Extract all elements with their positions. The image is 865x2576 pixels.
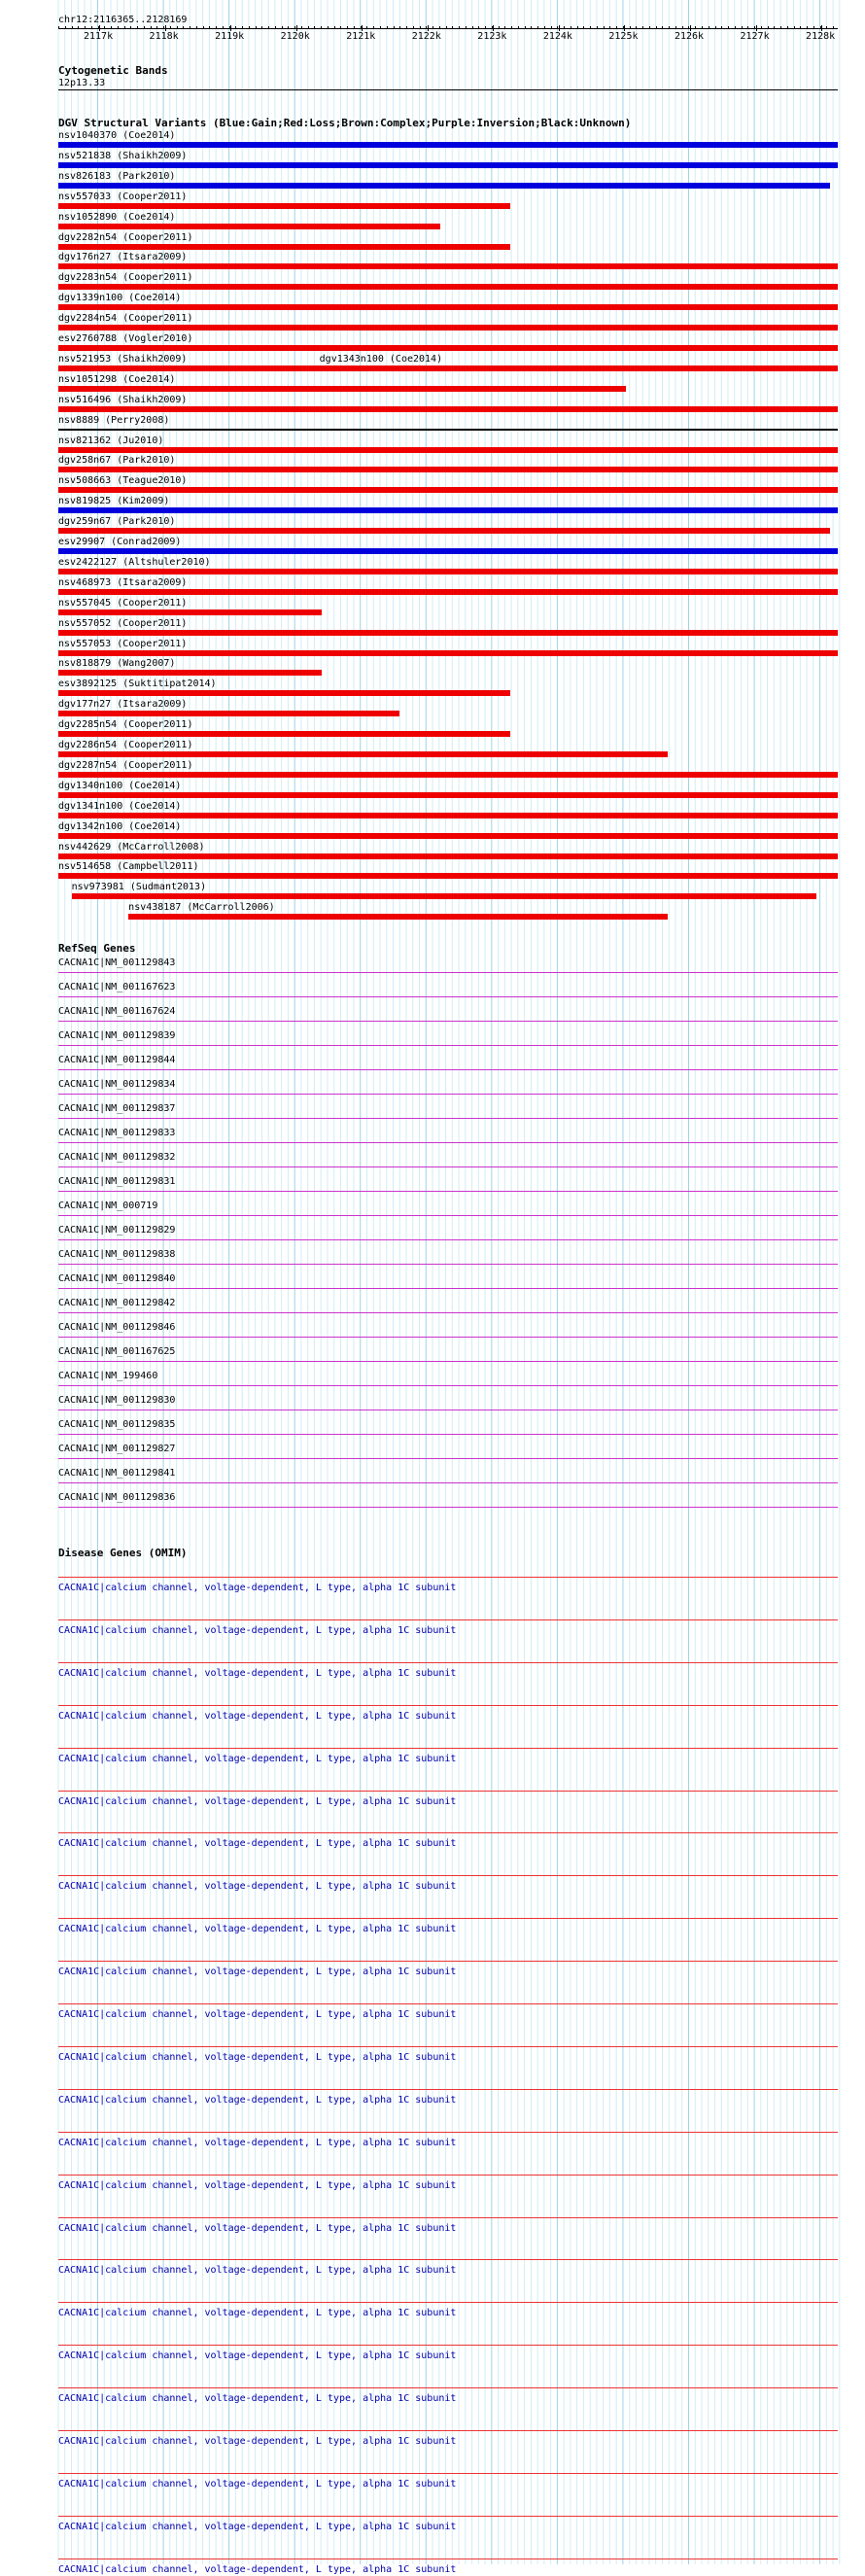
dgv-variant-label[interactable]: nsv514658 (Campbell2011): [58, 861, 199, 873]
dgv-variant-label[interactable]: nsv8889 (Perry2008): [58, 414, 170, 426]
dgv-variant-label[interactable]: dgv1343n100 (Coe2014): [319, 353, 443, 365]
omim-gene-link[interactable]: CACNA1C|calcium channel, voltage-dependent, L type, alpha 1C subunit: [58, 1967, 457, 1978]
refseq-gene-label[interactable]: CACNA1C|NM_001167623: [58, 982, 176, 992]
ruler-minor-tick: [387, 26, 388, 29]
dgv-variant-bar[interactable]: [58, 284, 838, 290]
refseq-gene-label[interactable]: CACNA1C|NM_000719: [58, 1201, 158, 1211]
ruler-minor-tick: [85, 26, 86, 29]
refseq-gene-line[interactable]: [58, 972, 838, 973]
ruler-minor-tick: [268, 26, 269, 29]
dgv-variant-label[interactable]: nsv1051298 (Coe2014): [58, 373, 176, 385]
ruler-minor-tick: [183, 26, 184, 29]
refseq-gene-line[interactable]: [58, 1482, 838, 1483]
omim-gene-link[interactable]: CACNA1C|calcium channel, voltage-dependent, L type, alpha 1C subunit: [58, 2222, 457, 2234]
ruler-minor-tick: [813, 26, 814, 29]
refseq-gene-label[interactable]: CACNA1C|NM_001129843: [58, 957, 176, 968]
ruler-tick-label: 2128k: [806, 31, 836, 42]
dgv-variant-label[interactable]: dgv2282n54 (Cooper2011): [58, 231, 193, 243]
ruler-minor-tick: [216, 26, 217, 29]
ruler-minor-tick: [328, 26, 329, 29]
ruler-minor-tick: [787, 26, 788, 29]
dgv-variant-label[interactable]: esv29907 (Conrad2009): [58, 537, 182, 547]
dgv-variant-label[interactable]: nsv521953 (Shaikh2009): [58, 353, 188, 365]
dgv-variant-bar[interactable]: [58, 711, 399, 716]
ruler-minor-tick: [616, 26, 617, 29]
refseq-gene-label[interactable]: CACNA1C|NM_001129841: [58, 1468, 176, 1479]
omim-gene-line[interactable]: [58, 2259, 838, 2260]
ruler-minor-tick: [499, 26, 500, 29]
dgv-variant-bar[interactable]: [58, 873, 838, 879]
dgv-variant-label[interactable]: nsv442629 (McCarroll2008): [58, 841, 205, 853]
omim-gene-line[interactable]: [58, 1875, 838, 1876]
omim-gene-link[interactable]: CACNA1C|calcium channel, voltage-dependent, L type, alpha 1C subunit: [58, 2179, 457, 2191]
ruler-minor-tick: [249, 26, 250, 29]
dgv-variant-bar[interactable]: [58, 853, 838, 859]
omim-gene-link[interactable]: CACNA1C|calcium channel, voltage-dependent, L type, alpha 1C subunit: [58, 1667, 457, 1679]
dgv-variant-bar[interactable]: [58, 548, 838, 554]
refseq-gene-line[interactable]: [58, 1215, 838, 1216]
refseq-gene-label[interactable]: CACNA1C|NM_001129832: [58, 1152, 176, 1163]
omim-gene-line[interactable]: [58, 1832, 838, 1833]
ruler-tick-label: 2118k: [149, 31, 179, 42]
ruler-minor-tick: [636, 26, 637, 29]
ruler-minor-tick: [735, 26, 736, 29]
ruler-minor-tick: [406, 26, 407, 29]
ruler-minor-tick: [807, 26, 808, 29]
refseq-gene-line[interactable]: [58, 1264, 838, 1265]
ruler-minor-tick: [288, 26, 289, 29]
ruler-minor-tick: [774, 26, 775, 29]
ruler-minor-tick: [466, 26, 467, 29]
dgv-variant-bar[interactable]: [58, 507, 838, 513]
ruler-minor-tick: [177, 26, 178, 29]
dgv-variant-label[interactable]: dgv1342n100 (Coe2014): [58, 820, 182, 832]
omim-gene-link[interactable]: CACNA1C|calcium channel, voltage-dependent, L type, alpha 1C subunit: [58, 1838, 457, 1850]
ruler-minor-tick: [669, 26, 670, 29]
ruler-minor-tick: [380, 26, 381, 29]
dgv-variant-bar[interactable]: [58, 345, 838, 351]
ruler-minor-tick: [531, 26, 532, 29]
ruler-minor-tick: [478, 26, 479, 29]
omim-gene-link[interactable]: CACNA1C|calcium channel, voltage-dependent, L type, alpha 1C subunit: [58, 1795, 457, 1807]
refseq-gene-line[interactable]: [58, 1021, 838, 1022]
dgv-variant-label[interactable]: nsv468973 (Itsara2009): [58, 576, 188, 588]
refseq-gene-label[interactable]: CACNA1C|NM_001129837: [58, 1103, 176, 1114]
dgv-variant-label[interactable]: dgv2283n54 (Cooper2011): [58, 272, 193, 284]
omim-gene-link[interactable]: CACNA1C|calcium channel, voltage-dependent, L type, alpha 1C subunit: [58, 2478, 457, 2489]
dgv-variant-label[interactable]: nsv557033 (Cooper2011): [58, 191, 188, 202]
ruler-minor-tick: [314, 26, 315, 29]
omim-gene-link[interactable]: CACNA1C|calcium channel, voltage-dependent, L type, alpha 1C subunit: [58, 2308, 457, 2319]
omim-gene-link[interactable]: CACNA1C|calcium channel, voltage-dependent, L type, alpha 1C subunit: [58, 2436, 457, 2447]
refseq-gene-line[interactable]: [58, 1094, 838, 1095]
ruler-minor-tick: [826, 26, 827, 29]
ruler-minor-tick: [58, 26, 59, 29]
omim-gene-line[interactable]: [58, 2302, 838, 2303]
ruler-minor-tick: [413, 26, 414, 29]
ruler-minor-tick: [564, 26, 565, 29]
dgv-variant-bar[interactable]: [58, 813, 838, 818]
dgv-track-title: DGV Structural Variants (Blue:Gain;Red:Loss;Brown:Complex;Purple:Inversion;Black:Unknown): [58, 117, 632, 129]
dgv-variant-bar[interactable]: [128, 914, 668, 920]
refseq-gene-label[interactable]: CACNA1C|NM_001129839: [58, 1030, 176, 1041]
ruler-minor-tick: [485, 26, 486, 29]
refseq-gene-line[interactable]: [58, 996, 838, 997]
omim-gene-link[interactable]: CACNA1C|calcium channel, voltage-dependent, L type, alpha 1C subunit: [58, 1710, 457, 1722]
ruler-minor-tick: [525, 26, 526, 29]
ruler-minor-tick: [504, 26, 505, 29]
omim-gene-line[interactable]: [58, 2089, 838, 2090]
ruler-minor-tick: [794, 26, 795, 29]
ruler-minor-tick: [235, 26, 236, 29]
omim-gene-line[interactable]: [58, 1748, 838, 1749]
dgv-variant-bar[interactable]: [58, 224, 440, 229]
omim-gene-line[interactable]: [58, 2516, 838, 2517]
ruler-minor-tick: [65, 26, 66, 29]
ruler-minor-tick: [420, 26, 421, 29]
refseq-gene-line[interactable]: [58, 1361, 838, 1362]
refseq-gene-label[interactable]: CACNA1C|NM_001167625: [58, 1346, 176, 1357]
ruler-minor-tick: [366, 26, 367, 29]
ruler-minor-tick: [452, 26, 453, 29]
refseq-gene-label[interactable]: CACNA1C|NM_001129827: [58, 1444, 176, 1454]
dgv-variant-bar[interactable]: [58, 528, 830, 534]
ruler-minor-tick: [649, 26, 650, 29]
ruler-tick-label: 2122k: [411, 31, 441, 42]
ruler-minor-tick: [472, 26, 473, 29]
ruler-minor-tick: [144, 26, 145, 29]
dgv-variant-label[interactable]: nsv438187 (McCarroll2006): [128, 902, 275, 914]
dgv-variant-label[interactable]: esv2760788 (Vogler2010): [58, 333, 193, 344]
omim-gene-line[interactable]: [58, 2345, 838, 2346]
ruler-tick-label: 2127k: [740, 31, 770, 42]
dgv-variant-bar[interactable]: [58, 630, 838, 636]
refseq-gene-line[interactable]: [58, 1458, 838, 1459]
ruler-minor-tick: [597, 26, 598, 29]
dgv-variant-label[interactable]: nsv1052890 (Coe2014): [58, 211, 176, 223]
dgv-variant-label[interactable]: dgv258n67 (Park2010): [58, 455, 176, 467]
ruler-minor-tick: [446, 26, 447, 29]
dgv-variant-bar[interactable]: [58, 690, 510, 696]
omim-gene-link[interactable]: CACNA1C|calcium channel, voltage-dependent, L type, alpha 1C subunit: [58, 2265, 457, 2277]
refseq-gene-line[interactable]: [58, 1069, 838, 1070]
dgv-variant-label[interactable]: nsv557053 (Cooper2011): [58, 638, 188, 649]
dgv-variant-bar[interactable]: [58, 263, 838, 269]
ruler-minor-tick: [768, 26, 769, 29]
dgv-variant-bar[interactable]: [58, 609, 322, 615]
ruler-minor-tick: [800, 26, 801, 29]
ruler-minor-tick: [551, 26, 552, 29]
ruler-minor-tick: [728, 26, 729, 29]
ruler-minor-tick: [609, 26, 610, 29]
ruler-minor-tick: [170, 26, 171, 29]
dgv-variant-bar[interactable]: [58, 589, 838, 595]
dgv-variant-label[interactable]: nsv973981 (Sudmant2013): [71, 882, 207, 893]
ruler-tick-label: 2117k: [84, 31, 114, 42]
ruler-minor-tick: [347, 26, 348, 29]
ruler-minor-tick: [747, 26, 748, 29]
cytoband-separator: [58, 89, 838, 90]
dgv-variant-bar[interactable]: [58, 447, 838, 453]
dgv-variant-bar[interactable]: [58, 487, 838, 493]
refseq-gene-label[interactable]: CACNA1C|NM_001129835: [58, 1419, 176, 1430]
ruler-minor-tick: [662, 26, 663, 29]
ruler-minor-tick: [196, 26, 197, 29]
omim-gene-line[interactable]: [58, 1961, 838, 1962]
dgv-variant-label[interactable]: dgv2287n54 (Cooper2011): [58, 759, 193, 771]
dgv-variant-label[interactable]: dgv1341n100 (Coe2014): [58, 800, 182, 812]
ruler-minor-tick: [583, 26, 584, 29]
omim-gene-link[interactable]: CACNA1C|calcium channel, voltage-dependent, L type, alpha 1C subunit: [58, 1583, 457, 1593]
dgv-variant-bar[interactable]: [58, 772, 838, 778]
refseq-gene-label[interactable]: CACNA1C|NM_001129838: [58, 1249, 176, 1260]
dgv-variant-label[interactable]: nsv516496 (Shaikh2009): [58, 394, 188, 405]
ruler-minor-tick: [72, 26, 73, 29]
dgv-variant-label[interactable]: nsv1040370 (Coe2014): [58, 130, 176, 141]
ruler-minor-tick: [780, 26, 781, 29]
omim-gene-link[interactable]: CACNA1C|calcium channel, voltage-dependent, L type, alpha 1C subunit: [58, 2051, 457, 2063]
ruler-minor-tick: [282, 26, 283, 29]
ruler-minor-tick: [715, 26, 716, 29]
dgv-variant-label[interactable]: esv3892125 (Suktitipat2014): [58, 679, 217, 690]
ruler-minor-tick: [209, 26, 210, 29]
ruler-minor-tick: [256, 26, 257, 29]
dgv-variant-bar[interactable]: [58, 731, 510, 737]
dgv-variant-label[interactable]: nsv826183 (Park2010): [58, 170, 176, 182]
ruler-minor-tick: [833, 26, 834, 29]
ruler-tick-label: 2121k: [346, 31, 376, 42]
refseq-gene-line[interactable]: [58, 1434, 838, 1435]
dgv-variant-bar[interactable]: [58, 203, 510, 209]
ruler-minor-tick: [432, 26, 433, 29]
refseq-gene-label[interactable]: CACNA1C|NM_001129844: [58, 1055, 176, 1065]
omim-gene-line[interactable]: [58, 1791, 838, 1792]
dgv-variant-label[interactable]: esv2422127 (Altshuler2010): [58, 556, 211, 568]
ruler-minor-tick: [590, 26, 591, 29]
ruler-minor-tick: [702, 26, 703, 29]
omim-gene-link[interactable]: CACNA1C|calcium channel, voltage-dependent, L type, alpha 1C subunit: [58, 2393, 457, 2405]
ruler-minor-tick: [742, 26, 743, 29]
dgv-variant-bar[interactable]: [58, 325, 838, 331]
refseq-gene-line[interactable]: [58, 1337, 838, 1338]
refseq-gene-label[interactable]: CACNA1C|NM_001129834: [58, 1079, 176, 1090]
ruler-position: chr12:2116365..2128169: [58, 15, 188, 25]
refseq-gene-line[interactable]: [58, 1239, 838, 1240]
omim-gene-line[interactable]: [58, 1619, 838, 1620]
ruler-minor-tick: [577, 26, 578, 29]
refseq-gene-label[interactable]: CACNA1C|NM_001129830: [58, 1395, 176, 1406]
ruler-minor-tick: [151, 26, 152, 29]
refseq-gene-label[interactable]: CACNA1C|NM_001129842: [58, 1298, 176, 1308]
ruler-minor-tick: [340, 26, 341, 29]
ruler-minor-tick: [118, 26, 119, 29]
ruler-minor-tick: [394, 26, 395, 29]
ruler-minor-tick: [373, 26, 374, 29]
ruler-minor-tick: [630, 26, 631, 29]
omim-gene-line[interactable]: [58, 2175, 838, 2176]
ruler-minor-tick: [104, 26, 105, 29]
omim-gene-line[interactable]: [58, 2473, 838, 2474]
refseq-gene-label[interactable]: CACNA1C|NM_001129833: [58, 1128, 176, 1138]
ruler-minor-tick: [124, 26, 125, 29]
dgv-variant-bar[interactable]: [58, 142, 838, 148]
ruler-minor-tick: [91, 26, 92, 29]
ruler-tick-label: 2126k: [674, 31, 705, 42]
ruler-minor-tick: [242, 26, 243, 29]
omim-gene-link[interactable]: CACNA1C|calcium channel, voltage-dependent, L type, alpha 1C subunit: [58, 1624, 457, 1636]
dgv-variant-label[interactable]: nsv819825 (Kim2009): [58, 496, 170, 507]
ruler-minor-tick: [459, 26, 460, 29]
ruler-minor-tick: [604, 26, 605, 29]
ruler-minor-tick: [695, 26, 696, 29]
refseq-gene-line[interactable]: [58, 1385, 838, 1386]
ruler-minor-tick: [156, 26, 157, 29]
dgv-variant-label[interactable]: nsv821362 (Ju2010): [58, 435, 164, 446]
ruler-minor-tick: [334, 26, 335, 29]
refseq-gene-label[interactable]: CACNA1C|NM_199460: [58, 1371, 158, 1381]
ruler-minor-tick: [642, 26, 643, 29]
dgv-variant-bar[interactable]: [58, 406, 838, 412]
ruler-minor-tick: [275, 26, 276, 29]
dgv-variant-label[interactable]: dgv176n27 (Itsara2009): [58, 252, 188, 263]
omim-gene-link[interactable]: CACNA1C|calcium channel, voltage-dependent, L type, alpha 1C subunit: [58, 1924, 457, 1935]
refseq-track-title: RefSeq Genes: [58, 942, 136, 955]
refseq-gene-line[interactable]: [58, 1166, 838, 1167]
dgv-variant-bar[interactable]: [320, 366, 838, 371]
ruler-minor-tick: [137, 26, 138, 29]
dgv-variant-bar[interactable]: [58, 386, 626, 392]
ruler-minor-tick: [130, 26, 131, 29]
dgv-variant-bar[interactable]: [58, 751, 668, 757]
dgv-variant-bar[interactable]: [58, 429, 838, 431]
ruler-minor-tick: [761, 26, 762, 29]
ruler-minor-tick: [721, 26, 722, 29]
ruler-minor-tick: [675, 26, 676, 29]
omim-gene-line[interactable]: [58, 2217, 838, 2218]
refseq-gene-line[interactable]: [58, 1142, 838, 1143]
cytoband-title: Cytogenetic Bands: [58, 64, 168, 77]
ruler-minor-tick: [308, 26, 309, 29]
omim-gene-line[interactable]: [58, 1705, 838, 1706]
ruler-minor-tick: [656, 26, 657, 29]
ruler-minor-tick: [537, 26, 538, 29]
dgv-variant-bar[interactable]: [58, 304, 838, 310]
omim-gene-line[interactable]: [58, 2430, 838, 2431]
dgv-variant-label[interactable]: nsv557045 (Cooper2011): [58, 597, 188, 609]
refseq-gene-label[interactable]: CACNA1C|NM_001129831: [58, 1176, 176, 1187]
dgv-variant-bar[interactable]: [58, 244, 510, 250]
dgv-variant-label[interactable]: dgv1339n100 (Coe2014): [58, 293, 182, 304]
ruler-minor-tick: [354, 26, 355, 29]
ruler-tick-label: 2124k: [542, 31, 572, 42]
omim-gene-link[interactable]: CACNA1C|calcium channel, voltage-dependent, L type, alpha 1C subunit: [58, 2350, 457, 2362]
ruler-minor-tick: [111, 26, 112, 29]
ruler-tick-label: 2125k: [608, 31, 639, 42]
refseq-gene-line[interactable]: [58, 1045, 838, 1046]
omim-gene-link[interactable]: CACNA1C|calcium channel, voltage-dependent, L type, alpha 1C subunit: [58, 2137, 457, 2148]
dgv-variant-label[interactable]: dgv2285n54 (Cooper2011): [58, 719, 193, 731]
ruler-minor-tick: [518, 26, 519, 29]
omim-gene-line[interactable]: [58, 2046, 838, 2047]
omim-track-title: Disease Genes (OMIM): [58, 1547, 188, 1559]
dgv-variant-bar[interactable]: [58, 792, 838, 798]
omim-gene-line[interactable]: [58, 1577, 838, 1578]
ruler-minor-tick: [682, 26, 683, 29]
dgv-variant-bar[interactable]: [58, 670, 322, 676]
dgv-variant-bar[interactable]: [58, 467, 838, 472]
ruler-tick-label: 2120k: [280, 31, 310, 42]
dgv-variant-bar[interactable]: [58, 183, 830, 189]
ruler-minor-tick: [78, 26, 79, 29]
ruler-minor-tick: [261, 26, 262, 29]
ruler-minor-tick: [301, 26, 302, 29]
dgv-variant-label[interactable]: nsv557052 (Cooper2011): [58, 617, 188, 629]
dgv-variant-label[interactable]: nsv508663 (Teague2010): [58, 475, 188, 487]
refseq-gene-label[interactable]: CACNA1C|NM_001129836: [58, 1492, 176, 1503]
refseq-gene-label[interactable]: CACNA1C|NM_001129846: [58, 1322, 176, 1333]
refseq-gene-line[interactable]: [58, 1288, 838, 1289]
refseq-gene-line[interactable]: [58, 1191, 838, 1192]
refseq-gene-line[interactable]: [58, 1507, 838, 1508]
ruler-minor-tick: [544, 26, 545, 29]
omim-gene-link[interactable]: CACNA1C|calcium channel, voltage-dependent, L type, alpha 1C subunit: [58, 1881, 457, 1893]
omim-gene-link[interactable]: CACNA1C|calcium channel, voltage-dependent, L type, alpha 1C subunit: [58, 2521, 457, 2532]
dgv-variant-label[interactable]: nsv521838 (Shaikh2009): [58, 150, 188, 161]
dgv-variant-label[interactable]: dgv1340n100 (Coe2014): [58, 780, 182, 791]
dgv-variant-bar[interactable]: [58, 650, 838, 656]
dgv-variant-bar[interactable]: [58, 569, 838, 574]
omim-gene-line[interactable]: [58, 2387, 838, 2388]
omim-gene-line[interactable]: [58, 2132, 838, 2133]
dgv-variant-label[interactable]: dgv259n67 (Park2010): [58, 516, 176, 528]
dgv-variant-label[interactable]: dgv2284n54 (Cooper2011): [58, 313, 193, 325]
dgv-variant-bar[interactable]: [58, 162, 838, 168]
dgv-variant-label[interactable]: nsv818879 (Wang2007): [58, 658, 176, 670]
omim-gene-link[interactable]: CACNA1C|calcium channel, voltage-dependent, L type, alpha 1C subunit: [58, 2009, 457, 2020]
refseq-gene-label[interactable]: CACNA1C|NM_001167624: [58, 1006, 176, 1017]
ruler-minor-tick: [203, 26, 204, 29]
dgv-variant-bar[interactable]: [58, 833, 838, 839]
refseq-gene-line[interactable]: [58, 1312, 838, 1313]
ruler-minor-tick: [321, 26, 322, 29]
refseq-gene-label[interactable]: CACNA1C|NM_001129840: [58, 1273, 176, 1284]
dgv-variant-label[interactable]: dgv2286n54 (Cooper2011): [58, 740, 193, 750]
ruler-minor-tick: [439, 26, 440, 29]
omim-gene-link[interactable]: CACNA1C|calcium channel, voltage-dependent, L type, alpha 1C subunit: [58, 1753, 457, 1764]
dgv-variant-label[interactable]: dgv177n27 (Itsara2009): [58, 699, 188, 711]
omim-gene-line[interactable]: [58, 2003, 838, 2004]
ruler-tick-label: 2119k: [215, 31, 245, 42]
refseq-gene-line[interactable]: [58, 1118, 838, 1119]
dgv-variant-bar[interactable]: [72, 893, 816, 899]
omim-gene-link[interactable]: CACNA1C|calcium channel, voltage-dependent, L type, alpha 1C subunit: [58, 2563, 457, 2575]
omim-gene-line[interactable]: [58, 1662, 838, 1663]
ruler-minor-tick: [511, 26, 512, 29]
ruler-minor-tick: [399, 26, 400, 29]
ruler-tick-label: 2123k: [477, 31, 507, 42]
omim-gene-line[interactable]: [58, 1918, 838, 1919]
omim-gene-link[interactable]: CACNA1C|calcium channel, voltage-dependent, L type, alpha 1C subunit: [58, 2094, 457, 2106]
cytoband-label: 12p13.33: [58, 78, 106, 88]
ruler-minor-tick: [223, 26, 224, 29]
refseq-gene-label[interactable]: CACNA1C|NM_001129829: [58, 1225, 176, 1236]
